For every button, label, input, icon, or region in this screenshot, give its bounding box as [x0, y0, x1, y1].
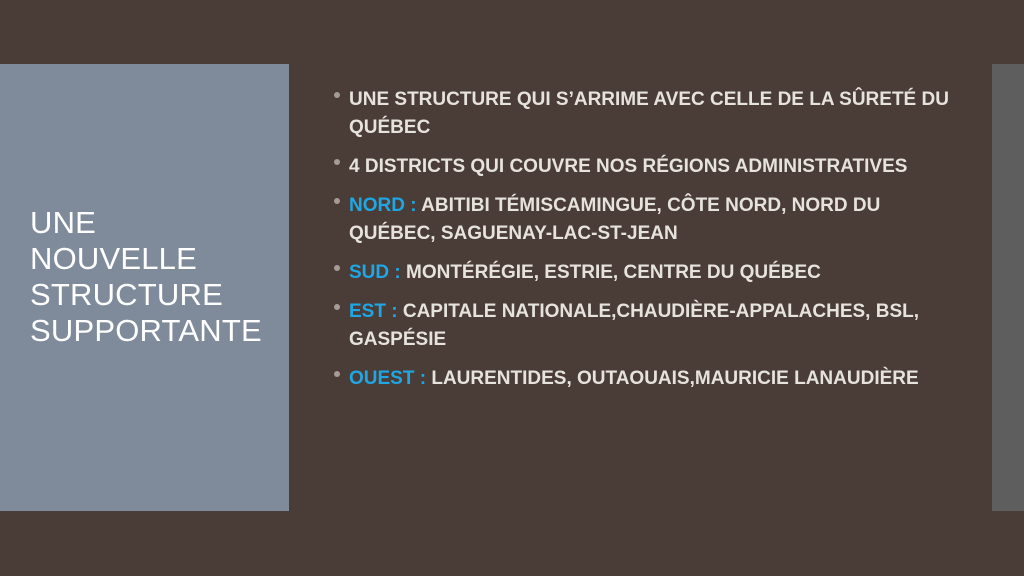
- bullet-prefix: NORD :: [349, 195, 422, 216]
- bullet-text: 4 DISTRICTS QUI COUVRE NOS RÉGIONS ADMINISTRATIVES: [349, 156, 908, 177]
- right-accent-strip: [992, 64, 1024, 511]
- bullet-item: [334, 153, 954, 181]
- bullet-dot-icon: [334, 92, 340, 98]
- bullet-text: CAPITALE NATIONALE,CHAUDIÈRE-APPALACHES, BSL, GASPÉSIE: [349, 301, 920, 350]
- bullet-list: [334, 86, 954, 404]
- bullet-text: LAURENTIDES, OUTAOUAIS,MAURICIE LANAUDIÈRE: [431, 368, 919, 389]
- bullet-dot-icon: [334, 304, 340, 310]
- bullet-dot-icon: [334, 198, 340, 204]
- slide-title: UNE NOUVELLE STRUCTURE SUPPORTANTE: [30, 205, 262, 348]
- bullet-item: [334, 259, 954, 287]
- bullet-dot-icon: [334, 265, 340, 271]
- bullet-item: [334, 365, 954, 393]
- bullet-dot-icon: [334, 371, 340, 377]
- bullet-text: UNE STRUCTURE QUI S’ARRIME AVEC CELLE DE LA SÛRETÉ DU QUÉBEC: [349, 89, 949, 138]
- bullet-prefix: OUEST :: [349, 368, 432, 389]
- bullet-text: MONTÉRÉGIE, ESTRIE, CENTRE DU QUÉBEC: [406, 262, 821, 283]
- bullet-item: [334, 298, 954, 354]
- bullet-dot-icon: [334, 159, 340, 165]
- bullet-item: [334, 86, 954, 142]
- bullet-item: [334, 192, 954, 248]
- bullet-prefix: SUD :: [349, 262, 406, 283]
- bullet-prefix: EST :: [349, 301, 403, 322]
- bullet-text: ABITIBI TÉMISCAMINGUE, CÔTE NORD, NORD DU QUÉBEC, SAGUENAY-LAC-ST-JEAN: [349, 195, 881, 244]
